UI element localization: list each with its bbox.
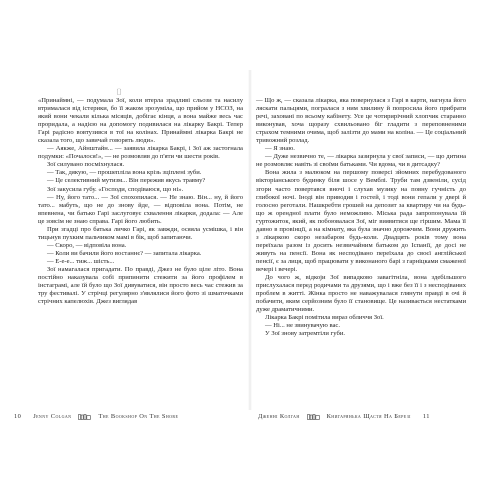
right-paragraph: Лікарка Бакрі помітила вираз обличчя Зої.: [265, 314, 384, 322]
left-paragraph: При згадці про батька личко Гарі, як завжди, осяяла усмішка, і він тицьнув пухким пальчиком мамі в бік, щоб запитаючи.: [38, 225, 243, 241]
left-paragraph: Зої намагалася пригадати. По правді, Джез не було ціле літо. Вона постійно наказувала собі припинити стежити за його профілем в інстаграмі, але їй було що Зої дивуватися, він просто весь час стежив за тру фестивалі. У стрічці регулярно з'являлися його фото зі шматочками стрічних капелюхів. Джез виглядав: [38, 265, 243, 306]
right-paragraph: — Я знаю.: [265, 145, 295, 153]
left-paragraph: — Скоро, — відповіла вона.: [47, 241, 127, 249]
right-running-title: Книгарянька Щастя На Березі: [326, 413, 411, 420]
left-paragraph: «Принаймні, — подумала Зої, коли втерла зрадливі сльози та насилу втрималася від істерики, бо її жаком зрозуміла, що прийом у НСОЗ, на який вони чекали кілька місяців, добігає кінця, а вона майже весь час проридала, а надією на допомогу подивилася на лікарку Бакрі. Тепер Гарі радісно вовтузився в тої на колінах. Принаймні лікарка Бакрі не сказала того, що завичай говорять люди».: [38, 97, 243, 145]
right-paragraph: Вона жила з малюком на першому поверсі зйомних перебудованого вікторіанського будинку біля шосе у Вемблі. Труби там дзвеніли, сусід згори часто повертався вночі і слухав музику на повну гучність до глибокої ночі. Іноді він приводив і гостей, і тоді вони гепали у двері й голосно реготали. Нашкребти грошей на депозит за квартиру чи на будь-що ж орендної плати було неможливо. Міська рада запропонувала їй гуртожиток, який, як побоювалася Зої, міг виявитися ще гіршим. Мама її давно в провінції, а на кімнату, яка була значно дорожчим. Вони дружить з лікаркою скоро незабаром будь-коли. Двадцять років тому вона переїхала разом із досить незвичайним батьком до Іспанії, де досі не живуть на пенсії. Вона як несподівано переїхала до своєї англійської пенсії, є за лиця, щоб працювати у виконаного барі з гарніцками смаженої вечері і вечері.: [256, 169, 466, 273]
right-paragraph: У Зої знову затремтіли губи.: [265, 330, 346, 338]
right-page-number: 11: [422, 413, 430, 420]
right-paragraph: — Що ж, — сказала лікарка, яка повернулася з Гарі в карти, нагнула його ляскати пальцями, погралася з ним хвилину й попросила його прибрати речі, заховані по всьому кабінету. Усе це чотирирічний хлопчик старанно виконував, хоча щоразу схвильовано біг гладити з переповненими страхом темними очима, щоб залізти до мами на коліна. — Це соціальний тривожний розлад.: [256, 97, 466, 145]
right-paragraph: — Дуже незвично те, — лікарка зазирнула у свої записи, — що дитина не розмовляє навіть зі своїми батьками. Чи вдома, чи в дитсадку?: [256, 153, 466, 169]
left-paragraph: — Аякже, Айнштайн... — заявила лікарка Бакрі, і Зої аж застогнала подумки: «Почалося!», — не розмовляв до п'яти чи шести років.: [38, 145, 243, 161]
left-footer: [14, 413, 178, 420]
right-page: [256, 97, 466, 338]
bookshelf-icon: [307, 414, 320, 420]
right-footer: [258, 413, 430, 420]
left-page-number: 10: [14, 413, 22, 420]
left-paragraph: — Це селективний мутизм... Він пережив якусь травму?: [47, 177, 206, 185]
bookshelf-icon: [78, 414, 91, 420]
right-paragraph: — Ні... не звинувачую вас.: [265, 322, 341, 330]
book-gutter: [248, 70, 252, 410]
left-paragraph: — Ну, його тато... — Зої спохопилася. — Не знаю. Він... ну, й його тато... мабуть, що не до знову йде, — відповіла вона. Потім, не впевнена, чи батько Гарі заслуговує схвалення лікарки, додала: — Але це зовсім не знаю справа. Гарі його любить.: [38, 193, 243, 225]
left-page: [38, 97, 243, 306]
left-paragraph: — Коли ви бачили його востаннє? — запитала лікарка.: [47, 249, 202, 257]
left-paragraph: — Е-е-е... тиж... шість...: [47, 257, 115, 265]
left-paragraph: Зої закусила губу. «Господи, сподіваюся, що ні».: [47, 185, 184, 193]
left-running-title: The Bookshop On The Shore: [98, 413, 179, 420]
left-paragraph: — Так, дякую, — прошепліла вона крізь зціплені зуби.: [47, 169, 202, 177]
right-paragraph: До чого ж, відкоји Зої випадково завагітніла, вона здебільшого прислухалася перед родичами та друзями, що і вже без її і з несподіваних проблем в житті. Жінка просто не наважувалася глянути правді в очі й побачити, яким серйозним було її становище. Це називається нестатками дуже драматичними.: [256, 274, 466, 314]
top-ornament: 〔〕: [112, 88, 126, 96]
left-paragraph: Зої силувано посміхнулася.: [47, 161, 125, 169]
right-running-author: Дженні Колган: [258, 413, 300, 420]
left-running-author: Jenny Colgan: [33, 413, 72, 420]
